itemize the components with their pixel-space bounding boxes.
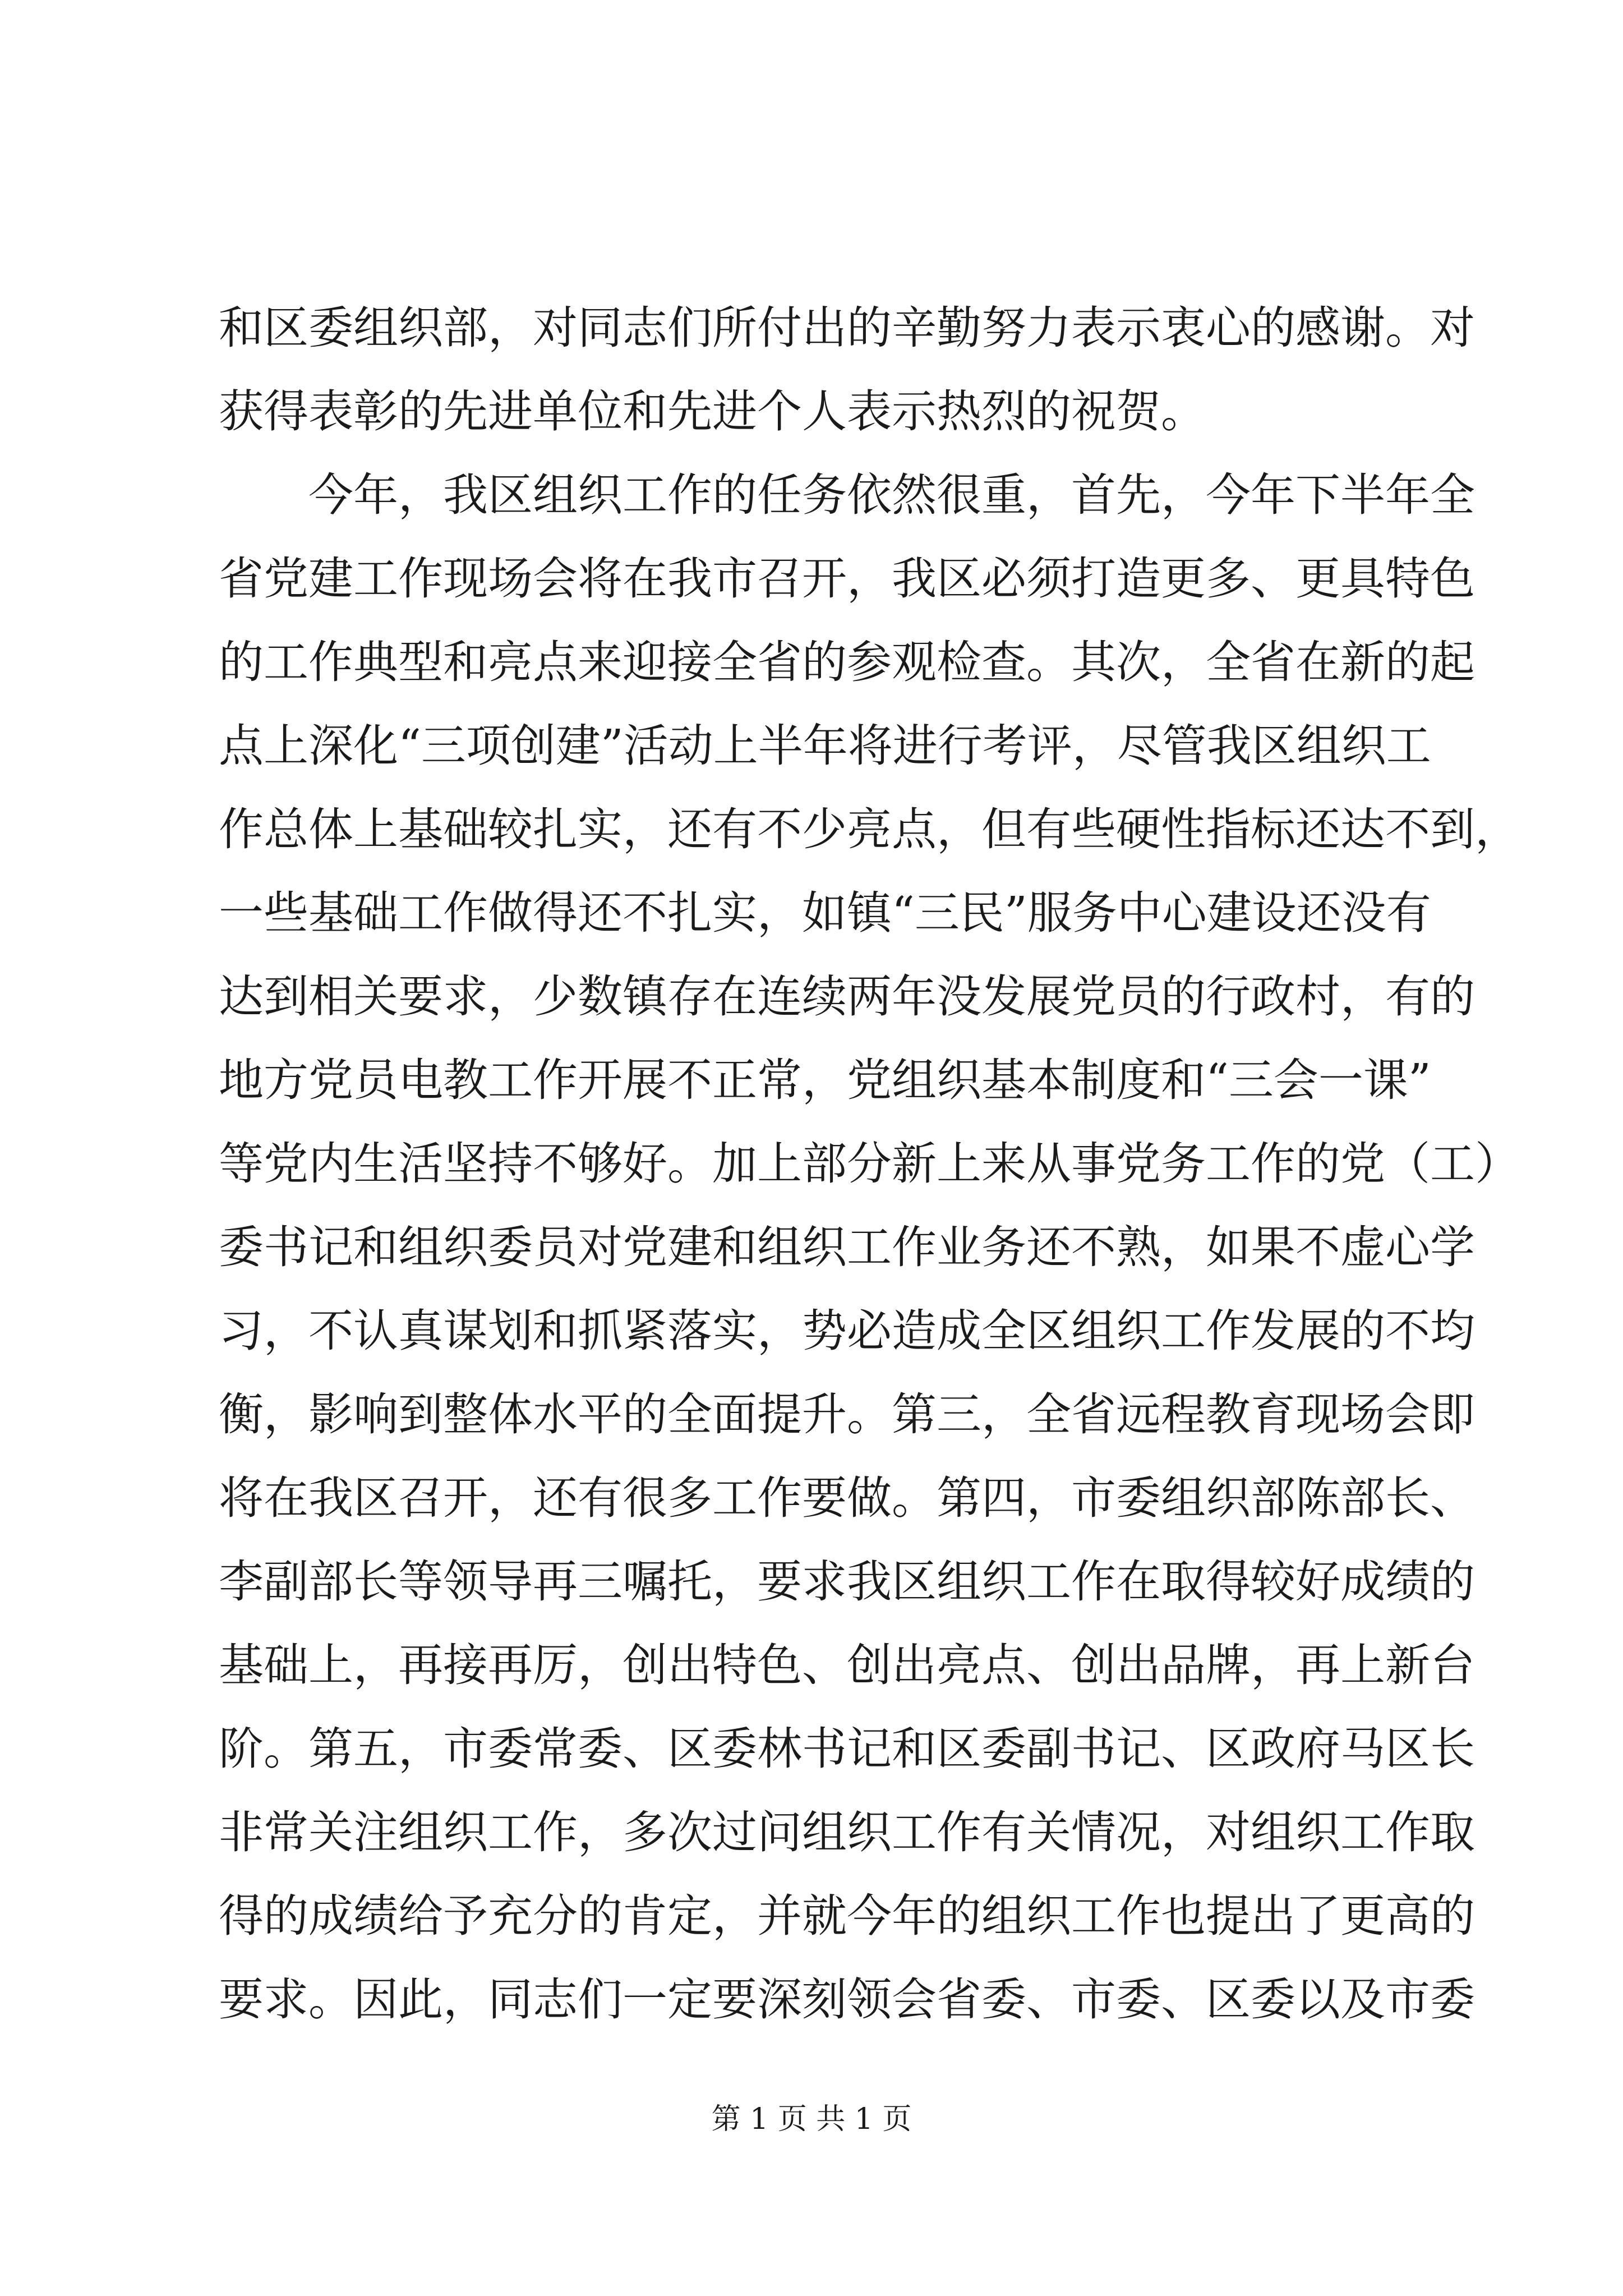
- text-line: 基础上，再接再厉，创出特色、创出亮点、创出品牌，再上新台: [219, 1639, 1475, 1691]
- text-line: 得的成绩给予充分的肯定，并就今年的组织工作也提出了更高的: [219, 1890, 1475, 1942]
- text-line: 今年，我区组织工作的任务依然很重，首先，今年下半年全: [308, 469, 1475, 521]
- document-body: [219, 286, 1520, 2041]
- text-line: 将在我区召开，还有很多工作要做。第四，市委组织部陈部长、: [219, 1472, 1475, 1524]
- paragraph: [219, 286, 1475, 453]
- text-line: 获得表彰的先进单位和先进个人表示热烈的祝贺。: [219, 385, 1206, 438]
- text-line: 达到相关要求，少数镇存在连续两年没发展党员的行政村，有的: [219, 970, 1475, 1023]
- text-line: 委书记和组织委员对党建和组织工作业务还不熟，如果不虚心学: [219, 1221, 1475, 1273]
- paragraph: [219, 453, 1520, 2041]
- page-footer: 第 1 页 共 1 页: [711, 2102, 912, 2136]
- text-line: 作总体上基础较扎实，还有不少亮点，但有些硬性指标还达不到，: [219, 803, 1520, 855]
- text-line: 地方党员电教工作开展不正常，党组织基本制度和“三会一课”: [219, 1054, 1431, 1106]
- text-line: 点上深化“三项创建”活动上半年将进行考评，尽管我区组织工: [219, 720, 1431, 772]
- text-line: 非常关注组织工作，多次过问组织工作有关情况，对组织工作取: [219, 1806, 1475, 1858]
- text-line: 阶。第五，市委常委、区委林书记和区委副书记、区政府马区长: [219, 1723, 1475, 1775]
- text-line: 等党内生活坚持不够好。加上部分新上来从事党务工作的党（工）: [219, 1138, 1520, 1190]
- text-line: 的工作典型和亮点来迎接全省的参观检查。其次，全省在新的起: [219, 636, 1475, 688]
- text-line: 一些基础工作做得还不扎实，如镇“三民”服务中心建设还没有: [219, 887, 1431, 939]
- text-line: 和区委组织部，对同志们所付出的辛勤努力表示衷心的感谢。对: [219, 302, 1475, 354]
- text-line: 省党建工作现场会将在我市召开，我区必须打造更多、更具特色: [219, 553, 1475, 605]
- text-line: 习，不认真谋划和抓紧落实，势必造成全区组织工作发展的不均: [219, 1305, 1475, 1357]
- text-line: 李副部长等领导再三嘱托，要求我区组织工作在取得较好成绩的: [219, 1556, 1475, 1608]
- text-line: 要求。因此，同志们一定要深刻领会省委、市委、区委以及市委: [219, 1973, 1475, 2026]
- text-line: 衡，影响到整体水平的全面提升。第三，全省远程教育现场会即: [219, 1388, 1475, 1441]
